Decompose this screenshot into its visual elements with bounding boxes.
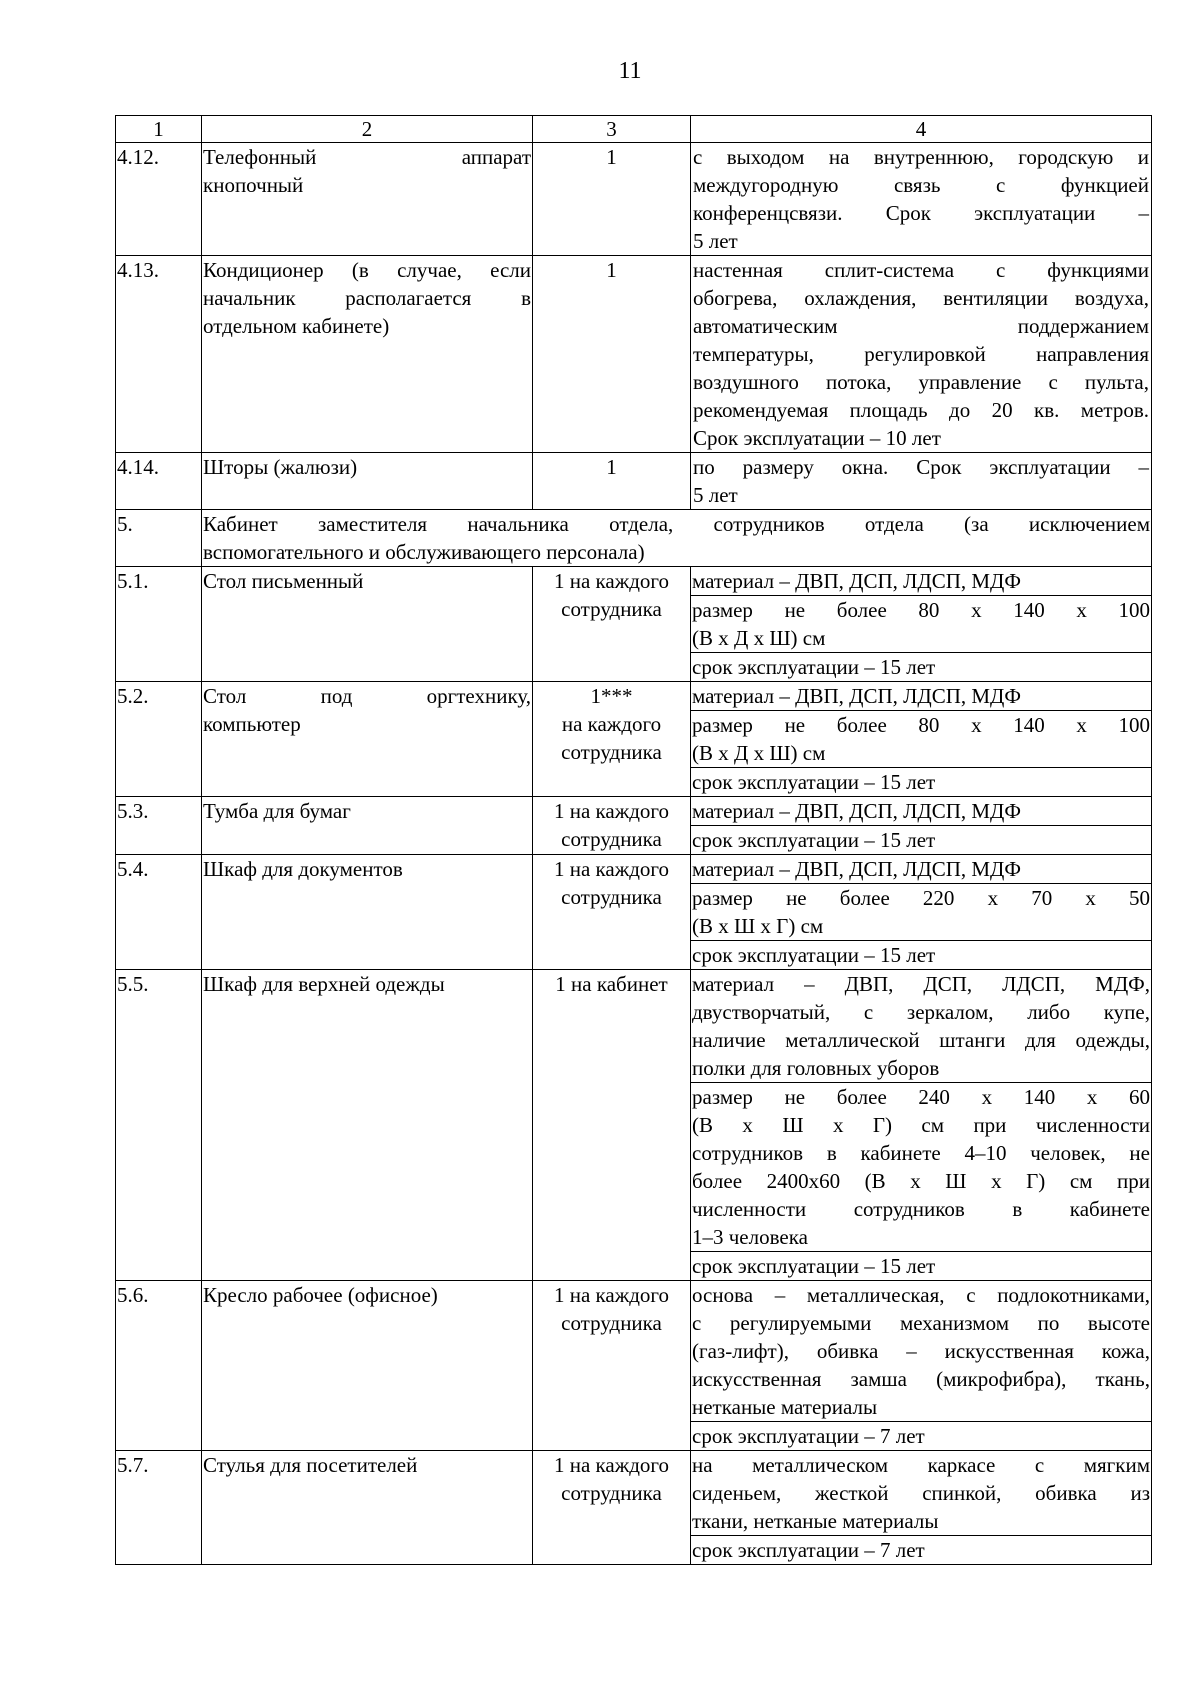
text-line: воздушного потока, управление с пульта, <box>693 370 1149 394</box>
item-name <box>202 797 533 855</box>
table-header-row <box>116 116 1152 143</box>
description-paragraph <box>692 143 1150 255</box>
description-paragraph <box>691 826 1151 854</box>
item-name <box>202 567 533 682</box>
text-line: автоматическим поддержанием <box>693 314 1149 338</box>
text-line: Телефонный аппарат <box>203 145 531 169</box>
item-description <box>691 970 1152 1281</box>
item-description <box>691 143 1152 256</box>
item-description <box>691 797 1152 855</box>
text-line: 1 на каждого <box>553 1453 670 1477</box>
text-line: 1 на каждого <box>553 799 670 823</box>
text-line: Стол письменный <box>203 569 364 593</box>
text-line: искусственная замша (микрофибра), ткань, <box>692 1367 1150 1391</box>
header-col-3: 3 <box>533 116 691 143</box>
text-line: основа – металлическая, с подлокотниками, <box>692 1283 1150 1307</box>
item-name <box>202 855 533 970</box>
text-line: материал – ДВП, ДСП, ЛДСП, МДФ <box>692 799 1021 823</box>
text-line: сиденьем, жесткой спинкой, обивка из <box>692 1481 1150 1505</box>
description-paragraph <box>691 855 1151 884</box>
text-line: Шторы (жалюзи) <box>203 455 358 479</box>
section-title <box>202 510 1152 567</box>
table-row <box>116 567 1152 682</box>
text-line: 1 <box>606 258 617 282</box>
text-line: материал – ДВП, ДСП, ЛДСП, МДФ <box>692 684 1021 708</box>
item-description <box>691 1451 1152 1565</box>
text-line: 1 <box>606 145 617 169</box>
item-quantity <box>533 453 691 510</box>
text-line: численности сотрудников в кабинете <box>692 1197 1150 1221</box>
text-line: температуры, регулировкой направления <box>693 342 1149 366</box>
text-line: двустворчатый, с зеркалом, либо купе, <box>692 1000 1150 1024</box>
text-line: 1*** <box>590 684 633 708</box>
item-quantity <box>533 143 691 256</box>
text-line: вспомогательного и обслуживающего персонала) <box>203 540 645 564</box>
text-line: (В х Д х Ш) см <box>692 741 826 765</box>
table-row <box>116 1451 1152 1565</box>
text-line: срок эксплуатации – 15 лет <box>692 770 936 794</box>
description-paragraph <box>691 1281 1151 1422</box>
item-name <box>202 682 533 797</box>
table-row <box>116 682 1152 797</box>
description-paragraph <box>691 1422 1151 1450</box>
text-line: размер не более 80 х 140 х 100 <box>692 713 1150 737</box>
text-line: настенная сплит-система с функциями <box>693 258 1149 282</box>
description-paragraph <box>691 1451 1151 1536</box>
item-number: 5.7. <box>116 1451 202 1565</box>
text-line: (В х Д х Ш) см <box>692 626 826 650</box>
description-paragraph <box>691 682 1151 711</box>
table-row <box>116 453 1152 510</box>
item-name <box>202 1281 533 1451</box>
text-line: наличие металлической штанги для одежды, <box>692 1028 1150 1052</box>
text-line: с регулируемыми механизмом по высоте <box>692 1311 1150 1335</box>
text-line: (газ-лифт), обивка – искусственная кожа, <box>692 1339 1150 1363</box>
text-line: размер не более 240 х 140 х 60 <box>692 1085 1150 1109</box>
table-row <box>116 797 1152 855</box>
text-line: (В х Ш х Г) см при численности <box>692 1113 1150 1137</box>
text-line: размер не более 80 х 140 х 100 <box>692 598 1150 622</box>
text-line: материал – ДВП, ДСП, ЛДСП, МДФ <box>692 569 1021 593</box>
item-description <box>691 682 1152 797</box>
text-line: срок эксплуатации – 15 лет <box>692 655 936 679</box>
table-row <box>116 855 1152 970</box>
equipment-table <box>115 115 1152 1565</box>
item-quantity <box>533 1281 691 1451</box>
text-line: срок эксплуатации – 15 лет <box>692 828 936 852</box>
description-paragraph <box>691 970 1151 1083</box>
item-description <box>691 1281 1152 1451</box>
table-row <box>116 256 1152 453</box>
text-line: (В х Ш х Г) см <box>692 914 824 938</box>
text-line: 1 на каждого <box>553 857 670 881</box>
table-row <box>116 970 1152 1281</box>
text-line: Кресло рабочее (офисное) <box>203 1283 438 1307</box>
description-paragraph <box>692 256 1150 452</box>
text-line: срок эксплуатации – 15 лет <box>692 943 936 967</box>
text-line: Срок эксплуатации – 10 лет <box>693 426 941 450</box>
text-line: рекомендуемая площадь до 20 кв. метров. <box>693 398 1149 422</box>
text-line: сотрудника <box>561 885 662 909</box>
item-name <box>202 256 533 453</box>
text-line: Шкаф для верхней одежды <box>203 972 445 996</box>
item-number: 4.13. <box>116 256 202 453</box>
text-line: на каждого <box>561 712 662 736</box>
text-line: сотрудника <box>561 827 662 851</box>
text-line: материал – ДВП, ДСП, ЛДСП, МДФ <box>692 857 1021 881</box>
item-quantity <box>533 970 691 1281</box>
item-number: 5.4. <box>116 855 202 970</box>
text-line: 1 <box>606 455 617 479</box>
description-paragraph <box>691 941 1151 969</box>
text-line: размер не более 220 х 70 х 50 <box>692 886 1150 910</box>
item-description <box>691 567 1152 682</box>
text-line: 1–3 человека <box>692 1225 808 1249</box>
description-paragraph <box>691 1083 1151 1252</box>
text-line: срок эксплуатации – 7 лет <box>692 1424 925 1448</box>
description-paragraph <box>691 596 1151 653</box>
text-line: Шкаф для документов <box>203 857 403 881</box>
item-number: 5.6. <box>116 1281 202 1451</box>
text-line: материал – ДВП, ДСП, ЛДСП, МДФ, <box>692 972 1150 996</box>
text-line: отдельном кабинете) <box>203 314 390 338</box>
text-line: Тумба для бумаг <box>203 799 351 823</box>
description-paragraph <box>691 1252 1151 1280</box>
table-row <box>116 1281 1152 1451</box>
item-number: 4.14. <box>116 453 202 510</box>
text-line: срок эксплуатации – 7 лет <box>692 1538 925 1562</box>
item-number: 5.1. <box>116 567 202 682</box>
description-paragraph <box>691 797 1151 826</box>
item-number: 4.12. <box>116 143 202 256</box>
text-line: начальник располагается в <box>203 286 531 310</box>
item-quantity <box>533 1451 691 1565</box>
text-line: сотрудника <box>561 1311 662 1335</box>
text-line: сотрудников в кабинете 4–10 человек, не <box>692 1141 1150 1165</box>
item-quantity <box>533 855 691 970</box>
text-line: нетканые материалы <box>692 1395 878 1419</box>
description-paragraph <box>691 884 1151 941</box>
description-paragraph <box>692 453 1150 509</box>
item-quantity <box>533 797 691 855</box>
text-line: сотрудника <box>561 597 662 621</box>
item-number: 5.2. <box>116 682 202 797</box>
table-row <box>116 143 1152 256</box>
description-paragraph <box>691 653 1151 681</box>
page-number: 11 <box>618 58 642 84</box>
text-line: Стол под оргтехнику, <box>203 684 531 708</box>
text-line: конференцсвязи. Срок эксплуатации – <box>693 201 1149 225</box>
text-line: ткани, нетканые материалы <box>692 1509 939 1533</box>
text-line: срок эксплуатации – 15 лет <box>692 1254 936 1278</box>
item-description <box>691 453 1152 510</box>
text-line: Кондиционер (в случае, если <box>203 258 531 282</box>
text-line: 1 на кабинет <box>555 972 668 996</box>
item-name <box>202 453 533 510</box>
text-line: сотрудника <box>561 1481 662 1505</box>
item-quantity <box>533 682 691 797</box>
header-col-2: 2 <box>202 116 533 143</box>
description-paragraph <box>691 567 1151 596</box>
text-line: более 2400х60 (В х Ш х Г) см при <box>692 1169 1150 1193</box>
header-col-1: 1 <box>116 116 202 143</box>
text-line: 1 на каждого <box>553 569 670 593</box>
section-number: 5. <box>116 510 202 567</box>
item-quantity <box>533 567 691 682</box>
text-line: на металлическом каркасе с мягким <box>692 1453 1150 1477</box>
text-line: Кабинет заместителя начальника отдела, сотрудников отдела (за исключением <box>203 512 1150 536</box>
text-line: Стулья для посетителей <box>203 1453 418 1477</box>
text-line: 5 лет <box>693 483 738 507</box>
description-paragraph <box>691 711 1151 768</box>
item-description <box>691 256 1152 453</box>
section-row <box>116 510 1152 567</box>
item-name <box>202 143 533 256</box>
text-line: междугородную связь с функцией <box>693 173 1149 197</box>
text-line: кнопочный <box>203 173 304 197</box>
text-line: с выходом на внутреннюю, городскую и <box>693 145 1149 169</box>
header-col-4: 4 <box>691 116 1152 143</box>
text-line: обогрева, охлаждения, вентиляции воздуха, <box>693 286 1149 310</box>
description-paragraph <box>691 1536 1151 1564</box>
text-line: 5 лет <box>693 229 738 253</box>
item-name <box>202 1451 533 1565</box>
text-line: сотрудника <box>561 740 662 764</box>
text-line: компьютер <box>203 712 301 736</box>
text-line: по размеру окна. Срок эксплуатации – <box>693 455 1149 479</box>
text-line: 1 на каждого <box>553 1283 670 1307</box>
text-line: полки для головных уборов <box>692 1056 940 1080</box>
item-number: 5.3. <box>116 797 202 855</box>
item-description <box>691 855 1152 970</box>
item-number: 5.5. <box>116 970 202 1281</box>
item-name <box>202 970 533 1281</box>
item-quantity <box>533 256 691 453</box>
description-paragraph <box>691 768 1151 796</box>
